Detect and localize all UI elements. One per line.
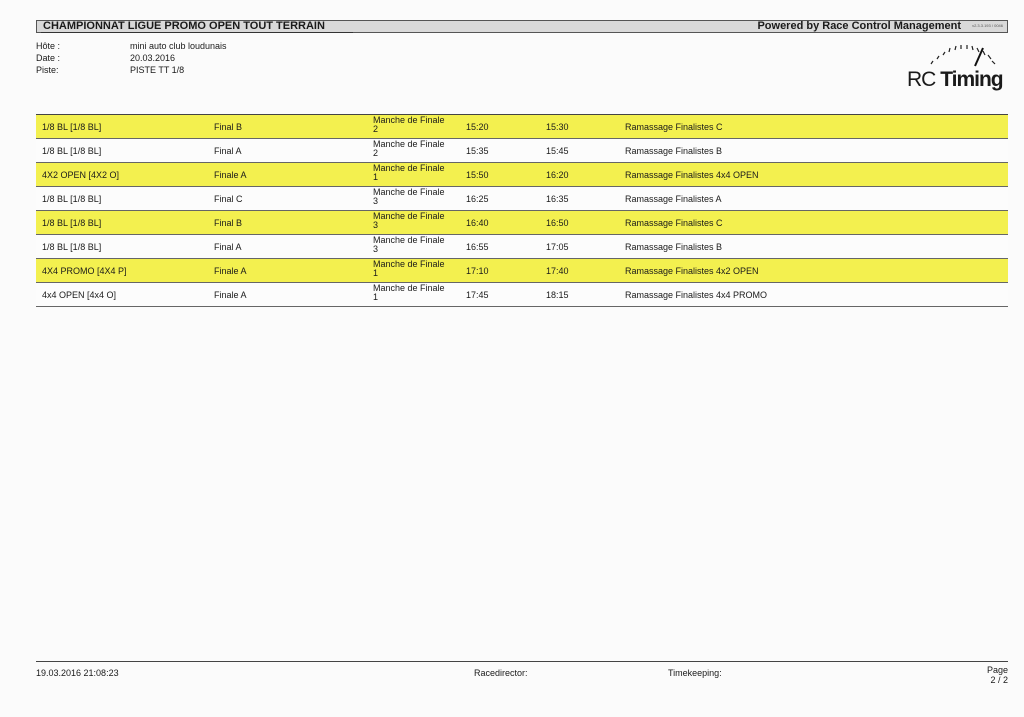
start-time-cell: 15:50 xyxy=(466,170,489,180)
schedule-row xyxy=(36,259,1008,283)
final-cell: Final C xyxy=(214,194,243,204)
manche-cell xyxy=(373,188,445,206)
task-cell: Ramassage Finalistes A xyxy=(625,194,722,204)
final-cell: Final B xyxy=(214,122,243,132)
page-number xyxy=(970,665,1008,685)
page-label: Page xyxy=(986,665,1008,675)
rc-timing-logo xyxy=(905,40,1005,100)
start-time-cell: 15:20 xyxy=(466,122,489,132)
manche-label: Manche de Finale xyxy=(373,235,445,245)
task-cell: Ramassage Finalistes 4x4 PROMO xyxy=(625,290,768,300)
timekeeping-label: Timekeeping: xyxy=(668,668,722,678)
manche-number: 3 xyxy=(373,220,379,230)
meta-label: Piste: xyxy=(36,65,59,75)
manche-label: Manche de Finale xyxy=(373,283,445,293)
version-text: v2.3.3.193 / 0046 xyxy=(972,23,1003,28)
end-time-cell: 17:05 xyxy=(546,242,569,252)
manche-cell xyxy=(373,236,445,254)
meta-value: mini auto club loudunais xyxy=(130,41,227,51)
logo-rc-text: RC xyxy=(907,68,936,91)
end-time-cell: 15:45 xyxy=(546,146,569,156)
end-time-cell: 16:20 xyxy=(546,170,569,180)
class-cell: 1/8 BL [1/8 BL] xyxy=(42,122,102,132)
manche-label: Manche de Finale xyxy=(373,187,445,197)
start-time-cell: 17:10 xyxy=(466,266,489,276)
class-cell: 4x4 OPEN [4x4 O] xyxy=(42,290,117,300)
manche-number: 1 xyxy=(373,172,379,182)
final-schedule-table xyxy=(36,114,1008,307)
manche-number: 3 xyxy=(373,196,379,206)
footer-divider xyxy=(36,661,1008,662)
task-cell: Ramassage Finalistes B xyxy=(625,146,723,156)
schedule-row xyxy=(36,115,1008,139)
meta-label: Hôte : xyxy=(36,41,61,51)
manche-number: 1 xyxy=(373,292,379,302)
end-time-cell: 16:35 xyxy=(546,194,569,204)
powered-by-text: Powered by Race Control Management xyxy=(757,20,961,32)
schedule-row xyxy=(36,163,1008,187)
racedirector-label: Racedirector: xyxy=(474,668,528,678)
final-cell: Finale A xyxy=(214,266,247,276)
manche-number: 2 xyxy=(373,148,379,158)
meta-value: 20.03.2016 xyxy=(130,53,176,63)
start-time-cell: 17:45 xyxy=(466,290,489,300)
manche-cell xyxy=(373,260,445,278)
manche-number: 2 xyxy=(373,124,379,134)
logo-timing-text: Timing xyxy=(940,68,1003,91)
manche-label: Manche de Finale xyxy=(373,115,445,125)
meta-value: PISTE TT 1/8 xyxy=(130,65,185,75)
manche-label: Manche de Finale xyxy=(373,259,445,269)
final-cell: Finale A xyxy=(214,290,247,300)
title-underline xyxy=(41,32,353,33)
gauge-icon xyxy=(905,40,1005,70)
meta-row-host xyxy=(36,40,227,52)
final-cell: Final A xyxy=(214,146,242,156)
end-time-cell: 16:50 xyxy=(546,218,569,228)
page-value: 2 / 2 xyxy=(990,675,1008,685)
class-cell: 1/8 BL [1/8 BL] xyxy=(42,218,102,228)
task-cell: Ramassage Finalistes 4x4 OPEN xyxy=(625,170,759,180)
class-cell: 4X4 PROMO [4X4 P] xyxy=(42,266,127,276)
class-cell: 4X2 OPEN [4X2 O] xyxy=(42,170,120,180)
manche-label: Manche de Finale xyxy=(373,139,445,149)
manche-cell xyxy=(373,140,445,158)
class-cell: 1/8 BL [1/8 BL] xyxy=(42,194,102,204)
schedule-row xyxy=(36,211,1008,235)
schedule-row xyxy=(36,235,1008,259)
final-cell: Finale A xyxy=(214,170,247,180)
task-cell: Ramassage Finalistes 4x2 OPEN xyxy=(625,266,759,276)
manche-label: Manche de Finale xyxy=(373,211,445,221)
manche-cell xyxy=(373,284,445,302)
schedule-row xyxy=(36,187,1008,211)
class-cell: 1/8 BL [1/8 BL] xyxy=(42,146,102,156)
manche-cell xyxy=(373,164,445,182)
schedule-row xyxy=(36,139,1008,163)
meta-row-track xyxy=(36,64,227,76)
start-time-cell: 15:35 xyxy=(466,146,489,156)
manche-number: 1 xyxy=(373,268,379,278)
event-meta xyxy=(36,40,227,76)
schedule-row xyxy=(36,283,1008,307)
manche-cell xyxy=(373,212,445,230)
start-time-cell: 16:55 xyxy=(466,242,489,252)
task-cell: Ramassage Finalistes C xyxy=(625,122,723,132)
task-cell: Ramassage Finalistes C xyxy=(625,218,723,228)
end-time-cell: 18:15 xyxy=(546,290,569,300)
end-time-cell: 17:40 xyxy=(546,266,569,276)
report-title-bar xyxy=(36,20,1008,33)
task-cell: Ramassage Finalistes B xyxy=(625,242,723,252)
end-time-cell: 15:30 xyxy=(546,122,569,132)
manche-label: Manche de Finale xyxy=(373,163,445,173)
manche-cell xyxy=(373,116,445,134)
meta-row-date xyxy=(36,52,227,64)
final-cell: Final B xyxy=(214,218,243,228)
logo-wordmark xyxy=(907,68,1003,92)
report-title: CHAMPIONNAT LIGUE PROMO OPEN TOUT TERRAIN xyxy=(43,20,325,32)
manche-number: 3 xyxy=(373,244,379,254)
meta-label: Date : xyxy=(36,53,61,63)
final-cell: Final A xyxy=(214,242,242,252)
start-time-cell: 16:40 xyxy=(466,218,489,228)
print-timestamp: 19.03.2016 21:08:23 xyxy=(36,668,119,678)
class-cell: 1/8 BL [1/8 BL] xyxy=(42,242,102,252)
start-time-cell: 16:25 xyxy=(466,194,489,204)
